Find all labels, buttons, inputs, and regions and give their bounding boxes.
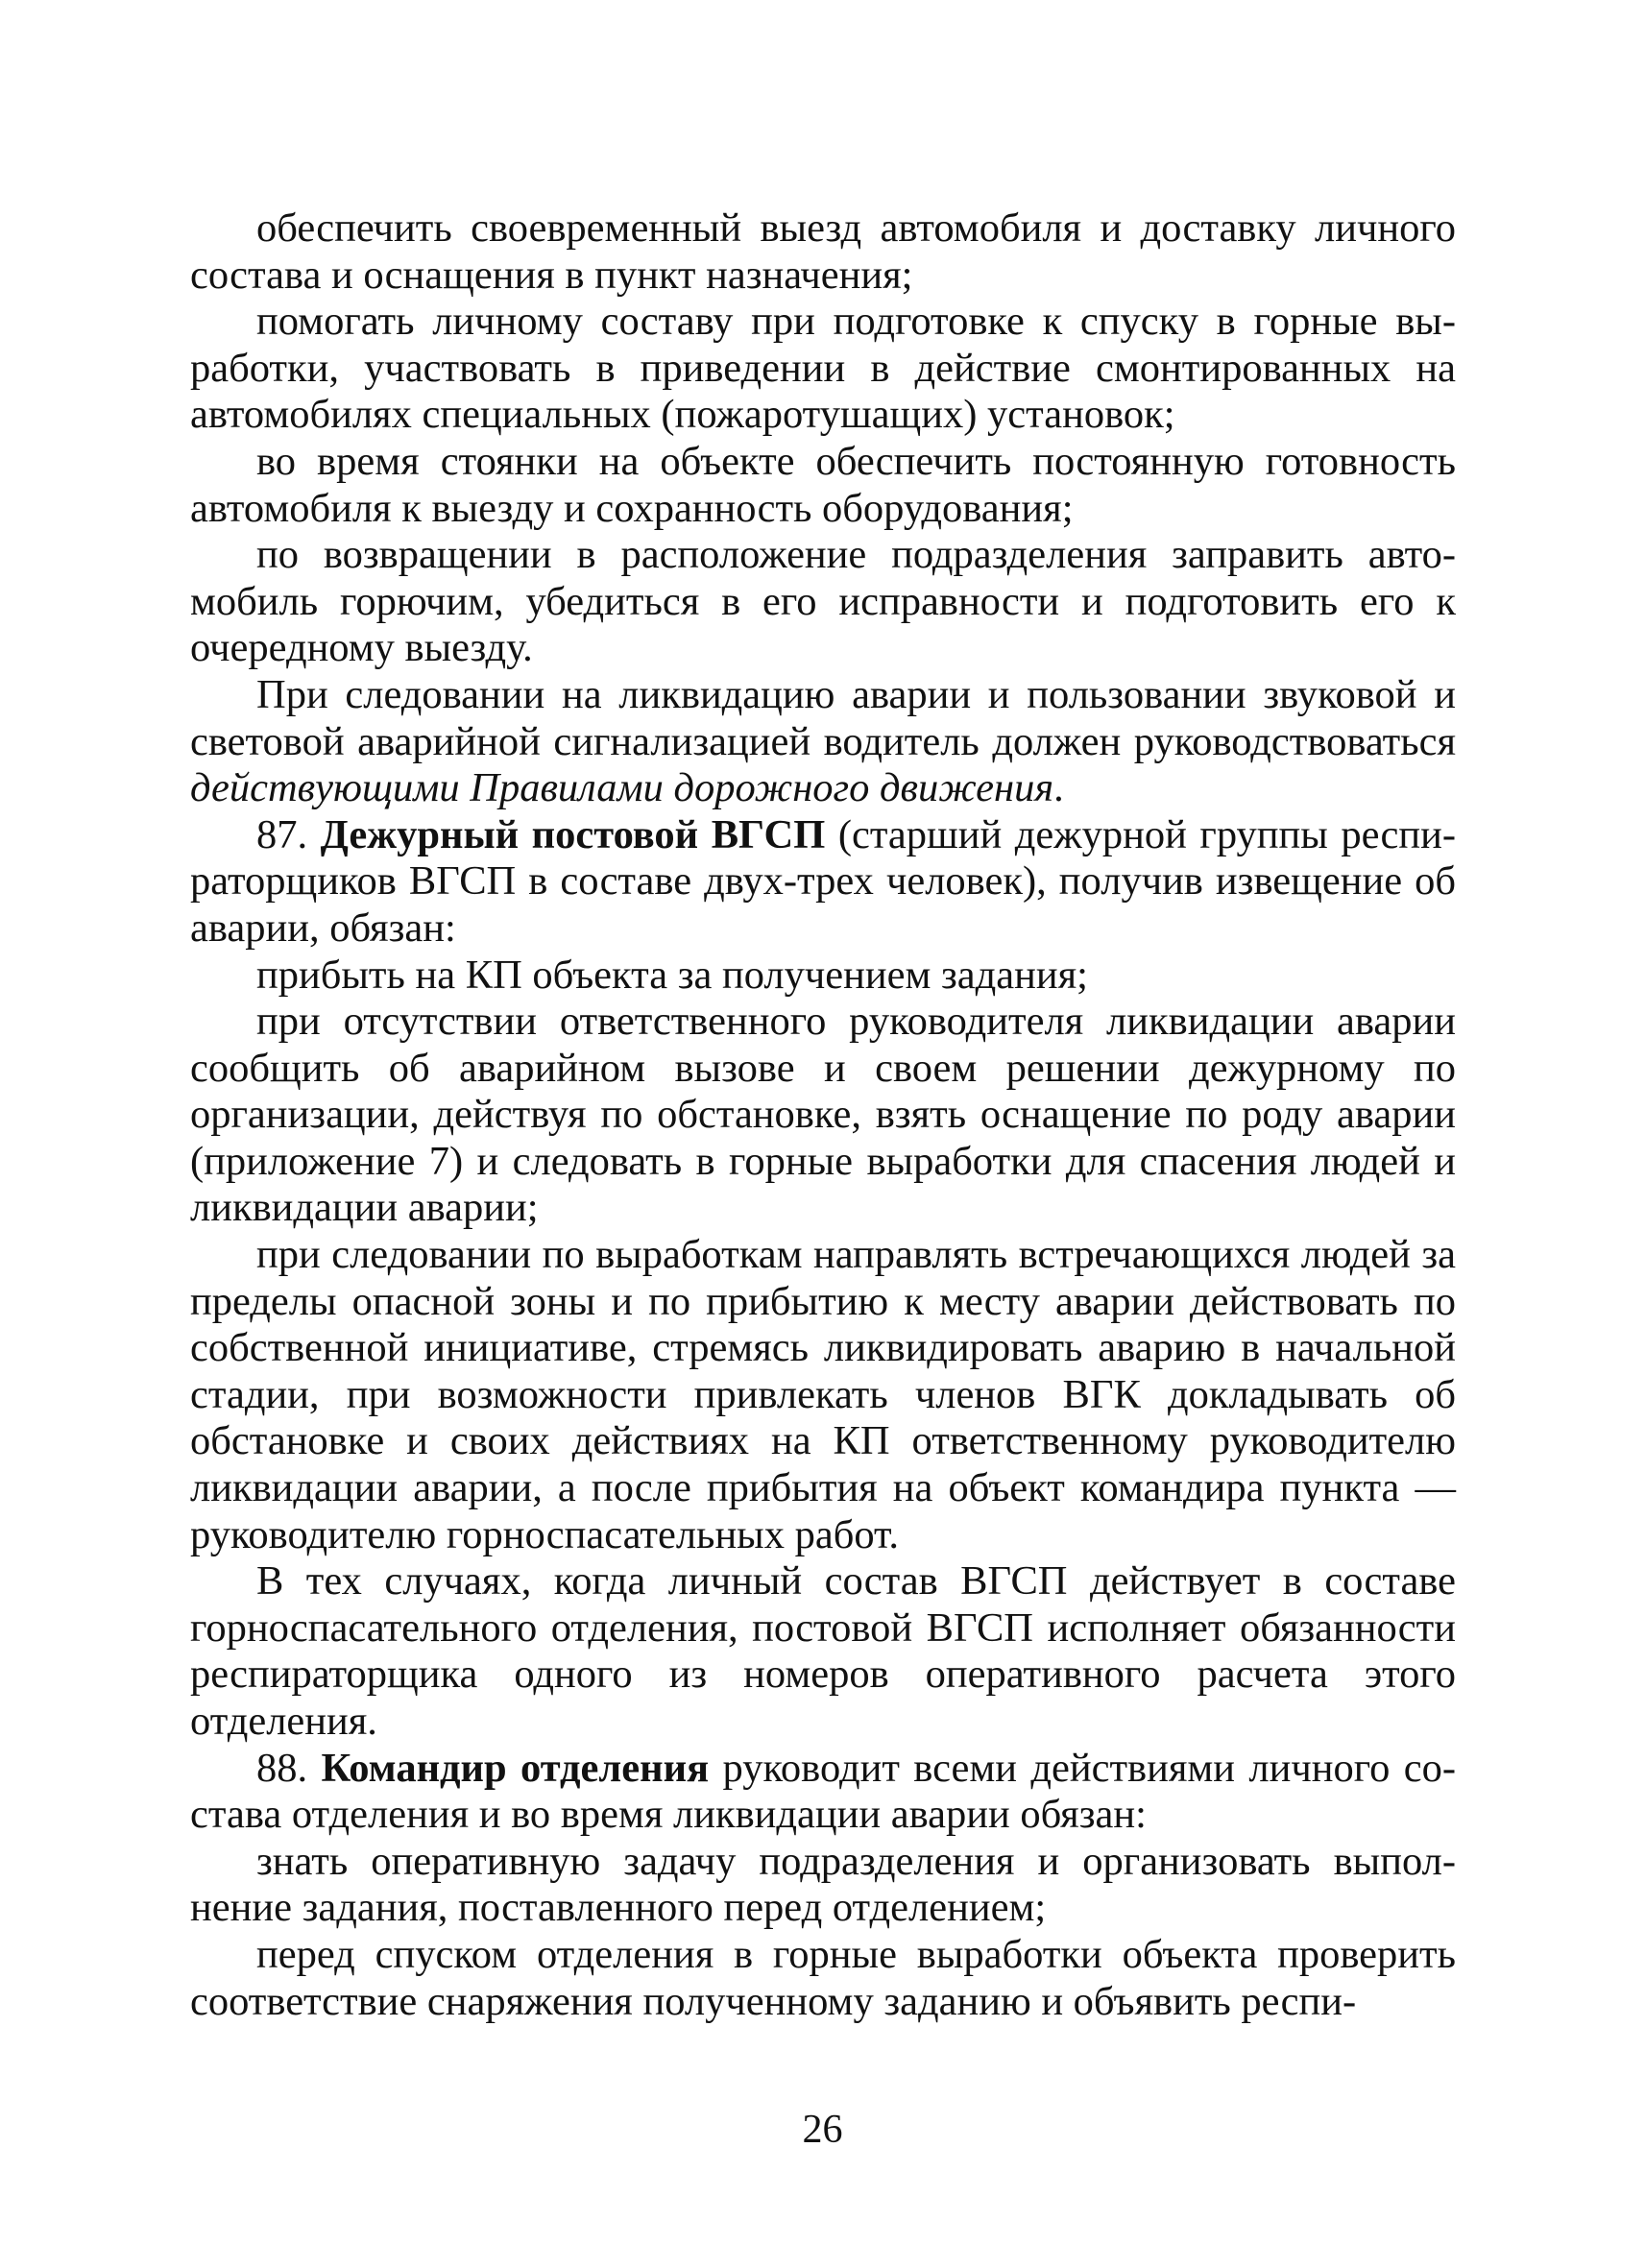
section-88-heading: Командир отделения — [321, 1745, 710, 1791]
paragraph-8: при отсутствии ответственного руководителя ликвидации аварии сообщить об аварийном вызове и своем решении дежурному по организации, действуя по обстановке, взять оснащение по роду аварии (приложение 7) и следовать в горные выработки для спасения людей и ликвидации аварии; — [190, 999, 1456, 1231]
paragraph-7: прибыть на КП объекта за получением задания; — [256, 952, 1088, 998]
paragraph-10: В тех случаях, когда личный состав ВГСП действует в составе горноспасательного отделения, постовой ВГСП исполняет обязанности респираторщика одного из номеров оперативного расчета этого отделения. — [190, 1558, 1456, 1744]
section-87-heading: Дежурный постовой ВГСП — [320, 811, 826, 857]
page-number: 26 — [802, 2108, 843, 2152]
paragraph-1: обеспечить своевременный выезд автомобиля и доставку личного состава и оснащения в пункт назначения; — [190, 205, 1456, 298]
body-text — [190, 205, 1456, 2025]
paragraph-3: во время стоянки на объекте обеспечить постоянную готовность автомобиля к выезду и сохранность оборудования; — [190, 438, 1456, 531]
section-88-number: 88. — [256, 1745, 308, 1791]
section-87 — [190, 812, 1456, 953]
section-88-text: руководит всеми действиями личного состава отделения и во время ликвидации аварии обязан: — [190, 1745, 1457, 1838]
paragraph-2: помогать личному составу при подготовке к спуску в горные выработки, участвовать в приведении в действие смонтированных на автомобилях специальных (пожаротушащих) установок; — [190, 299, 1456, 438]
section-88 — [190, 1746, 1456, 1839]
paragraph-12: знать оперативную задачу подразделения и организовать выполнение задания, поставленного перед отделением; — [190, 1838, 1456, 1931]
paragraph-5 — [190, 672, 1456, 812]
paragraph-5-end: . — [1053, 765, 1064, 811]
paragraph-13: перед спуском отделения в горные выработки объекта проверить соответствие снаряжения полученному заданию и объявить респи- — [190, 1931, 1456, 2024]
paragraph-5-text: При следовании на ликвидацию аварии и пользовании звуковой и световой аварийной сигнализацией водитель должен руководствоваться — [190, 671, 1456, 764]
paragraph-5-italic: действующими Правилами дорожного движения — [190, 765, 1054, 811]
paragraph-9: при следовании по выработкам направлять встречающихся людей за пределы опасной зоны и по прибытию к месту аварии действовать по собственной инициативе, стремясь ликвидировать аварию в начальной стадии, при возможности привлекать членов ВГК докладывать об обстановке и своих действиях на КП ответственному руководителю ликвидации аварии, а после прибытия на объект командира пункта — руководителю горноспасательных работ. — [190, 1232, 1456, 1557]
section-87-text: (старший дежурной группы респираторщиков ВГСП в составе двух-трех человек), получив извещение об аварии, обязан: — [190, 811, 1457, 951]
section-87-number: 87. — [256, 811, 308, 857]
paragraph-4: по возвращении в расположение подразделения заправить автомобиль горючим, убедиться в его исправности и подготовить его к очередному выезду. — [190, 532, 1456, 671]
